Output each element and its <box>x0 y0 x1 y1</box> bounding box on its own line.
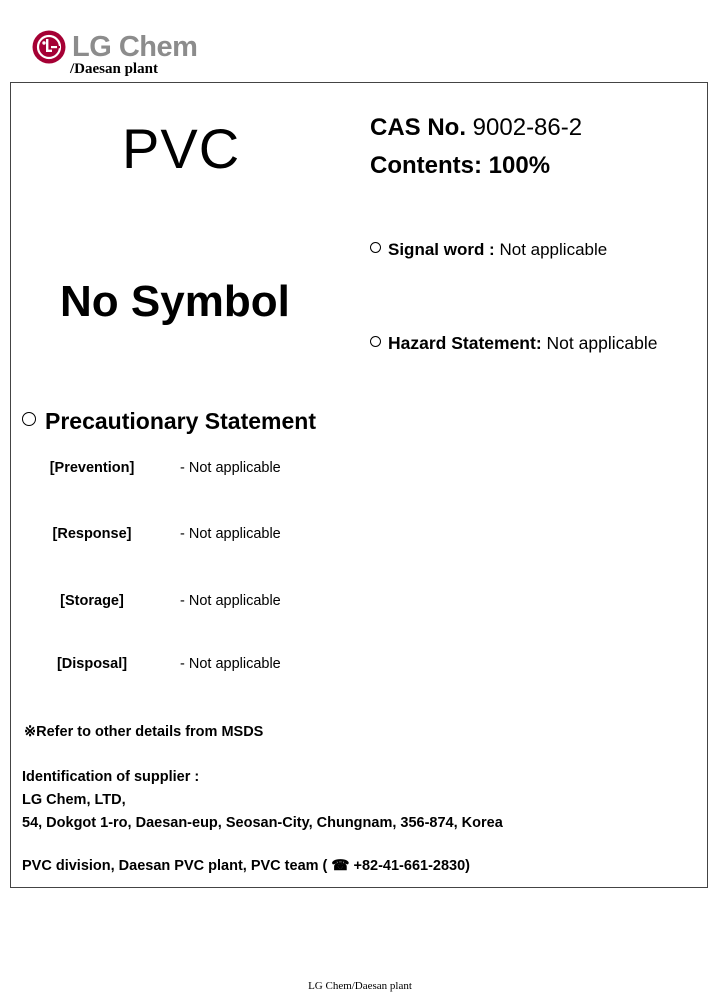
lg-face-icon <box>32 30 66 64</box>
circle-bullet-icon <box>370 242 381 253</box>
logo-text: LG Chem <box>72 30 198 63</box>
hazard-value: Not applicable <box>546 333 658 353</box>
supplier-company: LG Chem, LTD, <box>22 792 126 808</box>
cas-label: CAS No. <box>370 114 466 141</box>
precaution-label: [Response] <box>52 526 132 542</box>
msds-reference-note: ※Refer to other details from MSDS <box>24 724 264 740</box>
supplier-heading: Identification of supplier : <box>22 769 200 785</box>
page-footer: LG Chem/Daesan plant <box>308 980 412 992</box>
signal-word <box>370 240 607 260</box>
signal-word-value: Not applicable <box>499 240 608 259</box>
precaution-value: - Not applicable <box>180 656 281 672</box>
precaution-label: [Prevention] <box>49 460 135 476</box>
contents: Contents: 100% <box>370 152 551 179</box>
supplier-division: PVC division, Daesan PVC plant, PVC team ( ☎ +82-41-661-2830) <box>22 858 470 874</box>
product-name: PVC <box>122 117 241 180</box>
precaution-label: [Disposal] <box>56 656 128 672</box>
precaution-value: - Not applicable <box>180 460 281 476</box>
cas-number <box>370 114 582 142</box>
precautionary-title-text: Precautionary Statement <box>45 408 316 434</box>
hazard-label: Hazard Statement: <box>388 333 542 353</box>
circle-bullet-icon <box>370 336 381 347</box>
hazard-symbol-text: No Symbol <box>60 277 290 326</box>
precaution-value: - Not applicable <box>180 526 281 542</box>
supplier-block <box>22 766 503 835</box>
supplier-address: 54, Dokgot 1-ro, Daesan-eup, Seosan-City, Chungnam, 356-874, Korea <box>22 815 503 831</box>
circle-bullet-icon <box>22 412 36 426</box>
plant-subtitle: /Daesan plant <box>70 61 158 77</box>
hazard-statement <box>370 333 657 354</box>
precaution-value: - Not applicable <box>180 593 281 609</box>
precaution-label: [Storage] <box>60 593 124 609</box>
precautionary-title <box>22 408 316 435</box>
cas-value: 9002-86-2 <box>472 114 583 141</box>
signal-word-label: Signal word : <box>388 240 495 259</box>
